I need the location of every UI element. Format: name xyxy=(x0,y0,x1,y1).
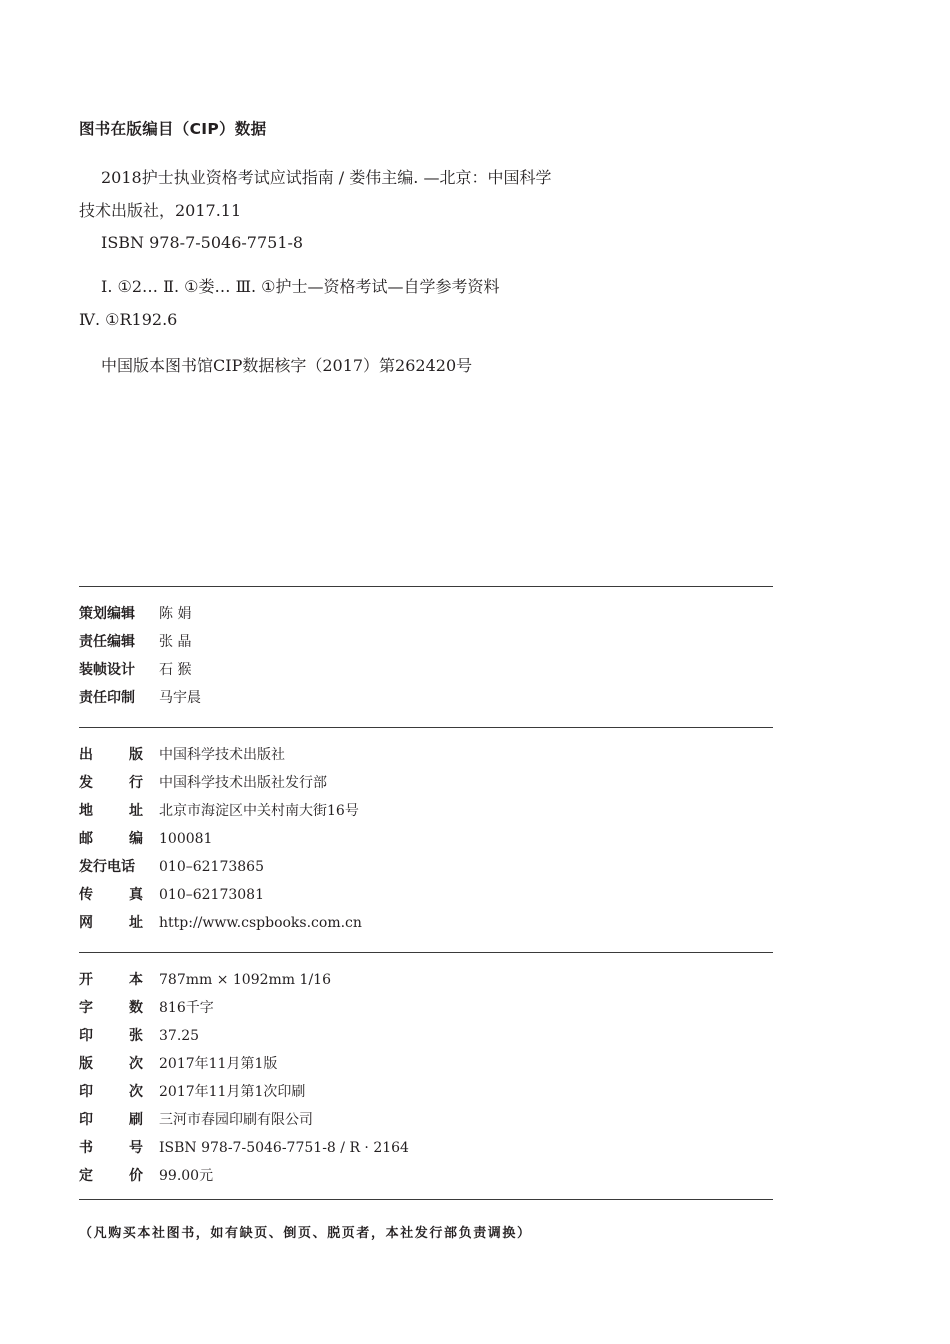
info-label-char: 号 xyxy=(129,1140,143,1156)
info-label-char: 书 xyxy=(79,1140,93,1156)
info-value: 787mm × 1092mm 1/16 xyxy=(159,972,331,988)
info-label-char: 字 xyxy=(79,1000,93,1016)
cip-classification-line-2: Ⅳ. ①R192.6 xyxy=(79,310,178,329)
info-label: 责任编辑 xyxy=(79,634,135,650)
info-label-char: 印 xyxy=(79,1028,93,1044)
info-label-char: 版 xyxy=(129,747,143,763)
info-value: 陈 娟 xyxy=(159,606,192,622)
info-label-char: 网 xyxy=(79,915,93,931)
info-label-char: 编 xyxy=(129,831,143,847)
info-value: 张 晶 xyxy=(159,634,192,650)
info-label xyxy=(79,1022,143,1050)
info-value: 2017年11月第1版 xyxy=(159,1056,278,1072)
info-value: 北京市海淀区中关村南大街16号 xyxy=(159,803,359,819)
info-label-char: 址 xyxy=(129,803,143,819)
info-label xyxy=(79,1078,143,1106)
info-label-char: 刷 xyxy=(129,1112,143,1128)
info-value: 中国科学技术出版社发行部 xyxy=(159,775,327,791)
info-label: 策划编辑 xyxy=(79,606,135,622)
info-value: 37.25 xyxy=(159,1028,200,1044)
info-label-char: 址 xyxy=(129,915,143,931)
info-label-char: 开 xyxy=(79,972,93,988)
info-label-char: 次 xyxy=(129,1056,143,1072)
info-label-char: 次 xyxy=(129,1084,143,1100)
info-value: 010–62173081 xyxy=(159,887,264,903)
info-label xyxy=(79,966,143,994)
info-label xyxy=(79,797,143,825)
info-value: 石 猴 xyxy=(159,662,192,678)
info-label xyxy=(79,881,143,909)
info-value: 中国科学技术出版社 xyxy=(159,747,285,763)
cip-classification-line-1: Ⅰ. ①2… Ⅱ. ①娄… Ⅲ. ①护士—资格考试—自学参考资料 xyxy=(101,277,500,296)
info-label-char: 行 xyxy=(129,775,143,791)
info-label-char: 地 xyxy=(79,803,93,819)
info-label xyxy=(79,1106,143,1134)
info-label-char: 价 xyxy=(129,1168,143,1184)
info-label xyxy=(79,769,143,797)
cip-title-line: 2018护士执业资格考试应试指南 / 娄伟主编. —北京：中国科学 xyxy=(101,168,552,187)
info-label-char: 张 xyxy=(129,1028,143,1044)
info-label xyxy=(79,741,143,769)
divider xyxy=(79,1199,773,1200)
info-label-char: 发 xyxy=(79,775,93,791)
info-label-char: 定 xyxy=(79,1168,93,1184)
info-label: 装帧设计 xyxy=(79,662,135,678)
info-label-char: 本 xyxy=(129,972,143,988)
info-label xyxy=(79,1162,143,1190)
info-label-char: 印 xyxy=(79,1112,93,1128)
info-value: 2017年11月第1次印刷 xyxy=(159,1084,306,1100)
info-value: 816千字 xyxy=(159,1000,214,1016)
info-label-char: 数 xyxy=(129,1000,143,1016)
info-value: 马宇晨 xyxy=(159,690,201,706)
info-label xyxy=(79,909,143,937)
info-label-char: 真 xyxy=(129,887,143,903)
cip-record-number: 中国版本图书馆CIP数据核字（2017）第262420号 xyxy=(101,356,473,375)
info-value: 三河市春园印刷有限公司 xyxy=(159,1112,313,1128)
info-label: 发行电话 xyxy=(79,859,135,875)
info-value: 100081 xyxy=(159,831,213,847)
info-label xyxy=(79,994,143,1022)
info-value: 010–62173865 xyxy=(159,859,264,875)
divider xyxy=(79,586,773,587)
replacement-notice: （凡购买本社图书，如有缺页、倒页、脱页者，本社发行部负责调换） xyxy=(79,1226,532,1241)
info-label xyxy=(79,825,143,853)
info-label xyxy=(79,1050,143,1078)
divider xyxy=(79,727,773,728)
info-label-char: 印 xyxy=(79,1084,93,1100)
divider xyxy=(79,952,773,953)
info-value: http://www.cspbooks.com.cn xyxy=(159,915,362,931)
cip-publisher-line: 技术出版社，2017.11 xyxy=(79,201,242,220)
info-label-char: 邮 xyxy=(79,831,93,847)
info-value: 99.00元 xyxy=(159,1168,214,1184)
cip-isbn: ISBN 978-7-5046-7751-8 xyxy=(101,233,304,252)
info-label xyxy=(79,1134,143,1162)
info-label-char: 版 xyxy=(79,1056,93,1072)
info-label: 责任印制 xyxy=(79,690,135,706)
cip-heading: 图书在版编目（CIP）数据 xyxy=(79,120,267,138)
info-label-char: 出 xyxy=(79,747,93,763)
info-label-char: 传 xyxy=(79,887,93,903)
info-value: ISBN 978-7-5046-7751-8 / R · 2164 xyxy=(159,1140,409,1156)
